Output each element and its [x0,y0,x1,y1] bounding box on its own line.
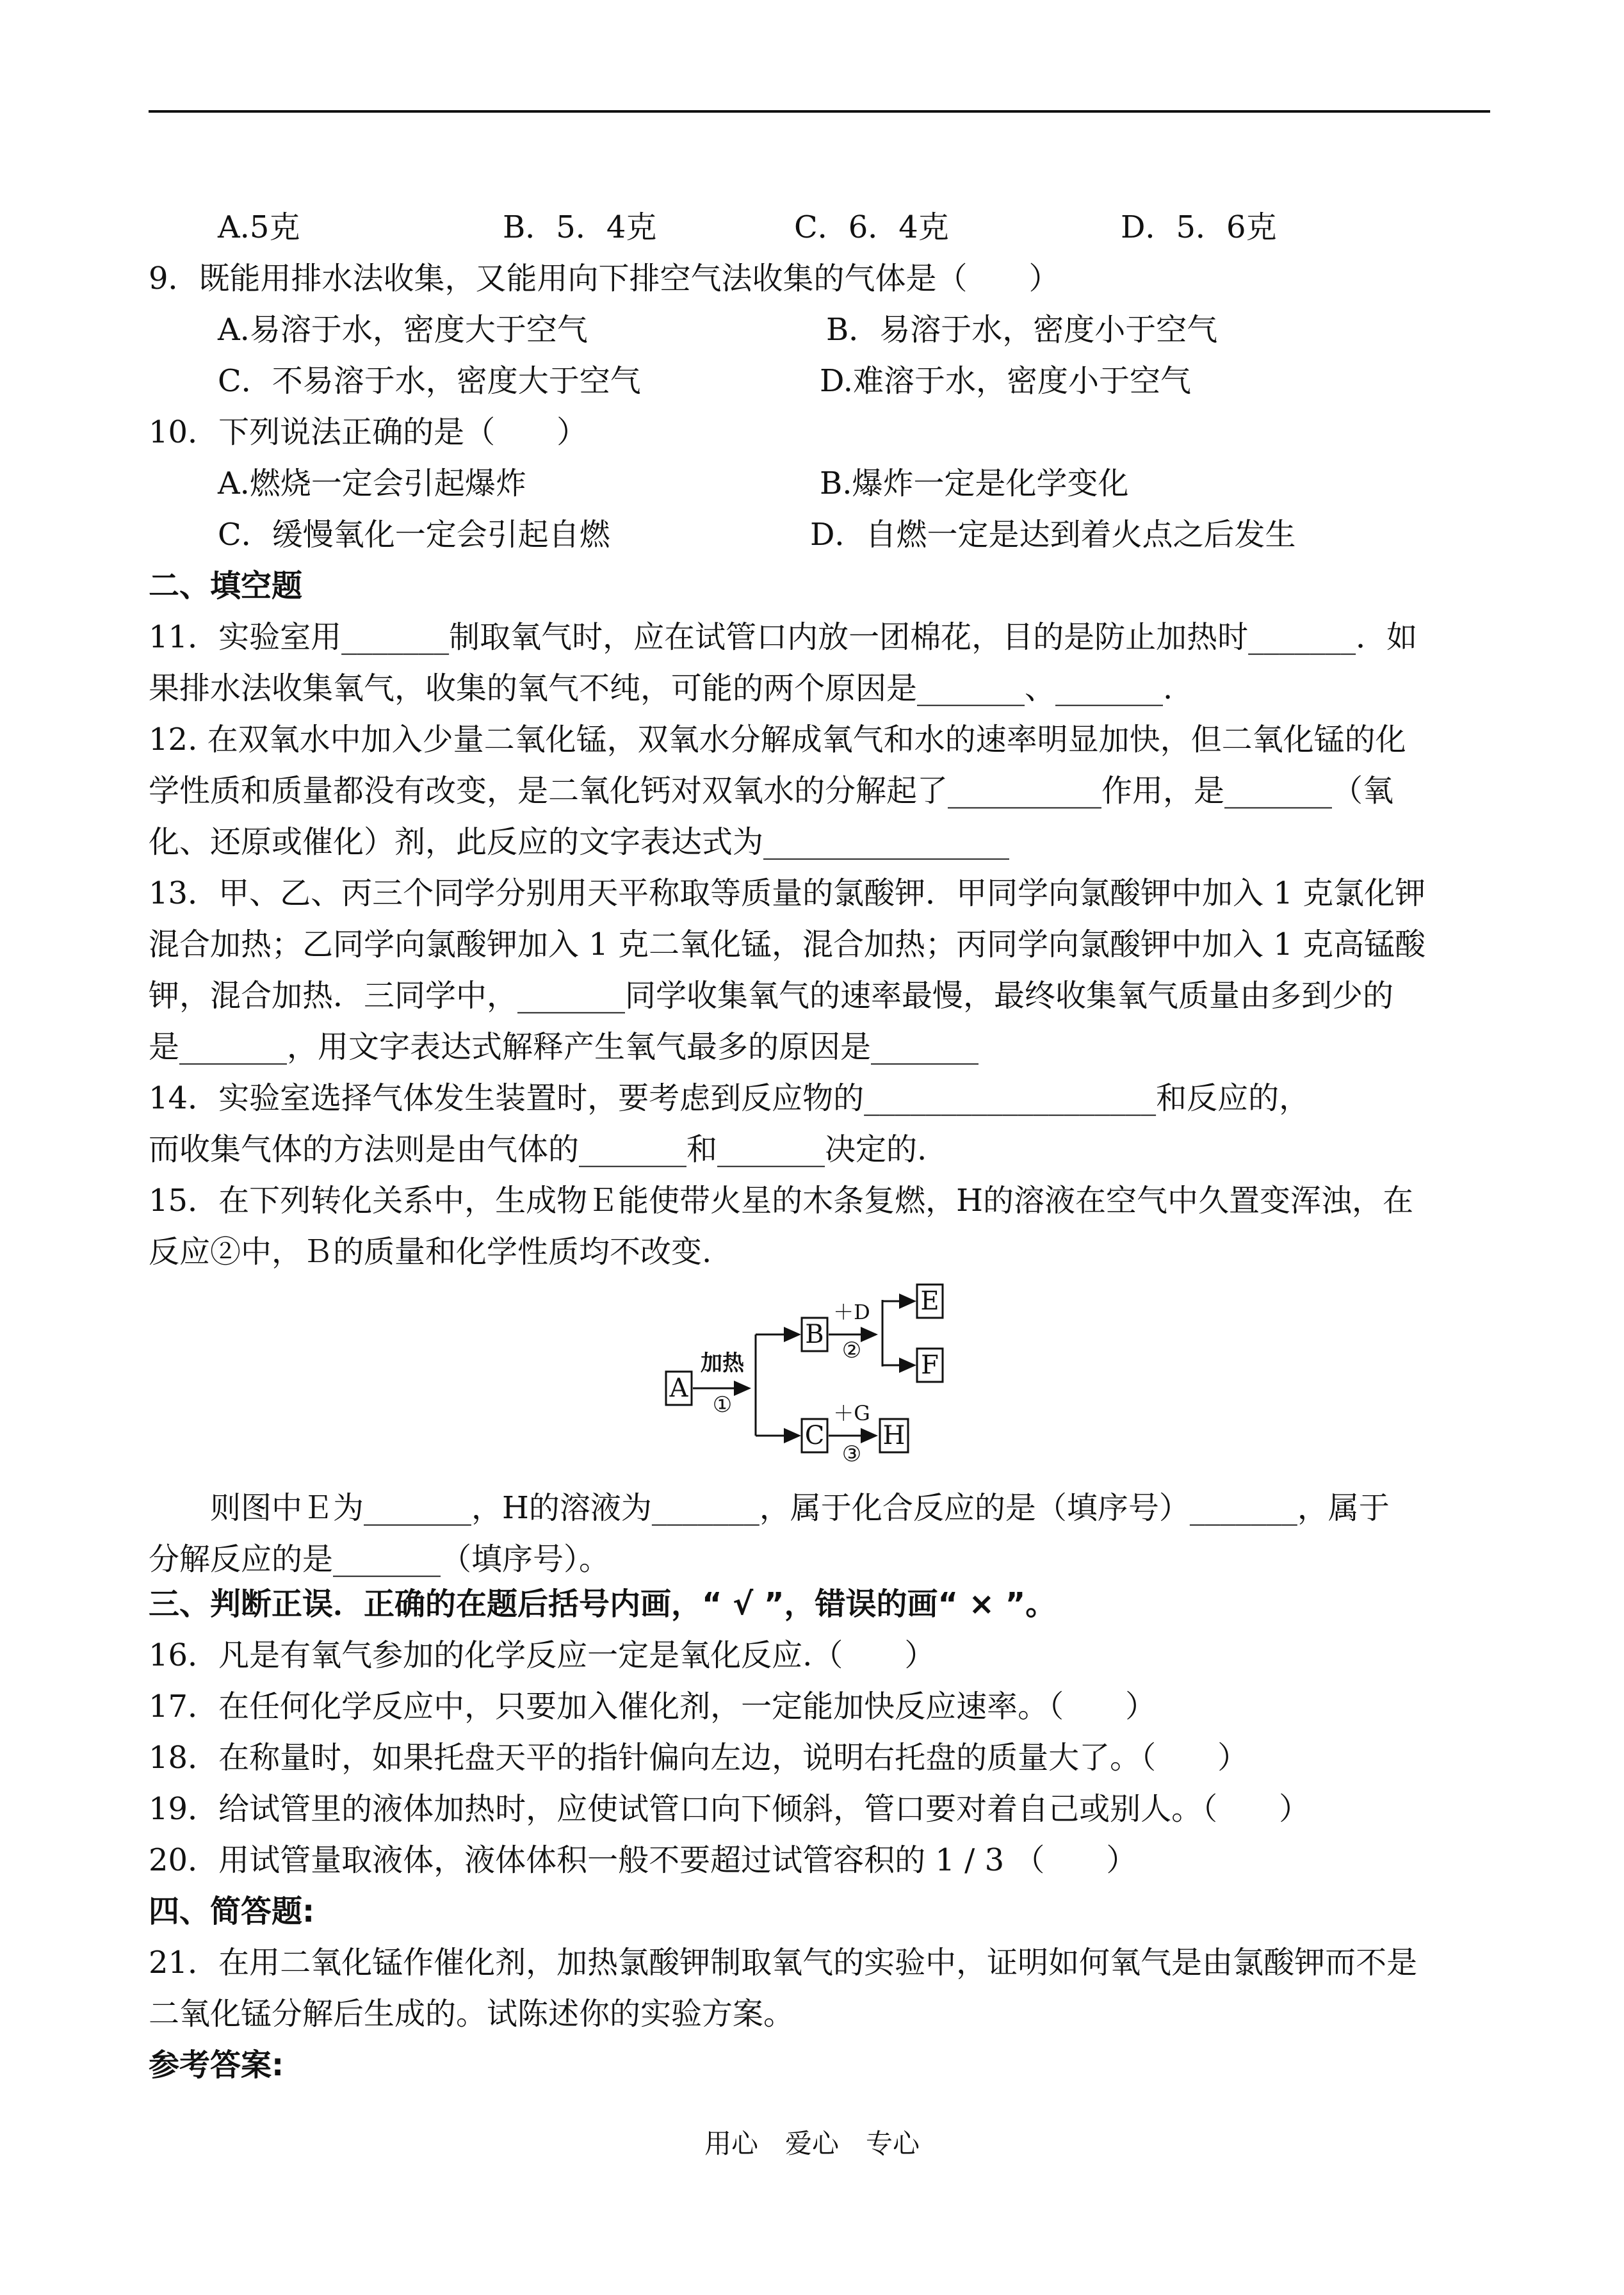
q12-line2: 学性质和质量都没有改变，是二氧化钙对双氧水的分解起了__________作用，是_______（氧 [149,773,1394,809]
node-c-label: C [804,1421,825,1450]
q12-line1: 12. 在双氧水中加入少量二氧化锰，双氧水分解成氧气和水的速率明显加快，但二氧化锰的化 [149,722,1406,758]
q16: 16．凡是有氧气参加的化学反应一定是氧化反应.（ ） [149,1637,936,1673]
q15-line2: 反应②中，Ｂ的质量和化学性质均不改变. [149,1234,712,1270]
q9-options-row2 [218,359,1563,403]
q9-option-d: D.难溶于水，密度小于空气 [820,363,1192,399]
node-f-box [917,1349,943,1382]
q13-line2: 混合加热；乙同学向氯酸钾加入 1 克二氧化锰，混合加热；丙同学向氯酸钾中加入 1 克高锰酸 [149,927,1426,962]
node-e-box [917,1285,943,1318]
q10-stem: 10．下列说法正确的是（ ） [149,414,588,450]
q10-option-b: B.爆炸一定是化学变化 [820,466,1129,501]
q13-line4: 是_______，用文字表达式解释产生氧气最多的原因是_______ [149,1029,979,1065]
section-heading-short-answer: 四、简答题: [149,1894,315,1929]
q13-line1: 13．甲、乙、丙三个同学分别用天平称取等质量的氯酸钾．甲同学向氯酸钾中加入 1 克氯化钾 [149,875,1426,911]
q9-option-c: C．不易溶于水，密度大于空气 [218,363,641,399]
q11-line2: 果排水法收集氧气，收集的氧气不纯，可能的两个原因是_______、_______. [149,670,1173,706]
node-c-box [802,1419,827,1452]
q17: 17．在任何化学反应中，只要加入催化剂，一定能加快反应速率。（ ） [149,1689,1157,1724]
q9-stem: 9．既能用排水法收集，又能用向下排空气法收集的气体是（ ） [149,261,1060,296]
section-heading-fill-in: 二、填空题 [149,568,303,604]
section-heading-judge: 三、判断正误．正确的在题后括号内画，“ √ ”，错误的画“ × ”。 [149,1586,1057,1622]
q21-line2: 二氧化锰分解后生成的。试陈述你的实验方案。 [149,1996,795,2032]
q8-option-b: B．5．4克 [503,209,657,245]
q15-answer-line2: 分解反应的是_______（填序号）。 [149,1541,610,1577]
q10-option-d: D．自燃一定是达到着火点之后发生 [810,517,1296,553]
step3-number: ③ [841,1441,862,1467]
q8-option-d: D．5．6克 [1121,209,1277,245]
step3-reagent: ＋G [833,1401,870,1425]
q8-option-a: A.5克 [218,209,300,245]
node-a-box [666,1372,692,1405]
q14-line1: 14．实验室选择气体发生装置时，要考虑到反应物的___________________和反应的， [149,1080,1310,1116]
q9-options-row1 [218,307,1563,352]
node-e-label: E [920,1286,939,1316]
q13-line3: 钾，混合加热．三同学中，_______同学收集氧气的速率最慢，最终收集氧气质量由多到少的 [149,978,1394,1014]
header-rule [149,110,1490,113]
node-h-box [880,1419,908,1452]
q10-option-c: C．缓慢氧化一定会引起自燃 [218,517,610,553]
step2-reagent: ＋D [833,1300,870,1324]
q9-option-a: A.易溶于水，密度大于空气 [218,312,588,348]
q10-options-row1 [218,461,1563,506]
q10-options-row2 [218,512,1563,557]
q8-option-c: C．6．4克 [794,209,949,245]
q14-line2: 而收集气体的方法则是由气体的_______和_______决定的. [149,1131,927,1167]
q20: 20．用试管量取液体，液体体积一般不要超过试管容积的 1 / 3 （ ） [149,1842,1137,1878]
q19: 19．给试管里的液体加热时，应使试管口向下倾斜，管口要对着自己或别人。（ ） [149,1791,1310,1827]
step2-number: ② [841,1338,862,1363]
q12-line3: 化、还原或催化）剂，此反应的文字表达式为________________ [149,824,1010,860]
q15-answer-line1: 则图中Ｅ为_______，H的溶液为_______，属于化合反应的是（填序号）_______，属于 [149,1490,1390,1526]
q15-line1: 15．在下列转化关系中，生成物Ｅ能使带火星的木条复燃，H的溶液在空气中久置变浑浊，在 [149,1183,1413,1219]
q11-line1: 11．实验室用_______制取氧气时，应在试管口内放一团棉花，目的是防止加热时_______．如 [149,619,1418,655]
q8-options [218,205,1563,250]
q21-line1: 21．在用二氧化锰作催化剂，加热氯酸钾制取氧气的实验中，证明如何氧气是由氯酸钾而不是 [149,1945,1418,1981]
step1-number: ① [712,1392,733,1418]
q9-option-b: B．易溶于水，密度小于空气 [826,312,1218,348]
node-b-label: B [805,1320,824,1349]
page-footer: 用心 爱心 专心 [704,2128,920,2159]
node-f-label: F [921,1350,939,1380]
q10-option-a: A.燃烧一定会引起爆炸 [218,466,526,501]
node-b-box [802,1318,827,1351]
step1-condition: 加热 [701,1350,744,1376]
node-h-label: H [882,1421,905,1450]
node-a-label: A [669,1374,688,1403]
q18: 18．在称量时，如果托盘天平的指针偏向左边，说明右托盘的质量大了。（ ） [149,1740,1249,1776]
reaction-diagram [660,1281,993,1473]
answers-heading: 参考答案: [149,2047,284,2083]
